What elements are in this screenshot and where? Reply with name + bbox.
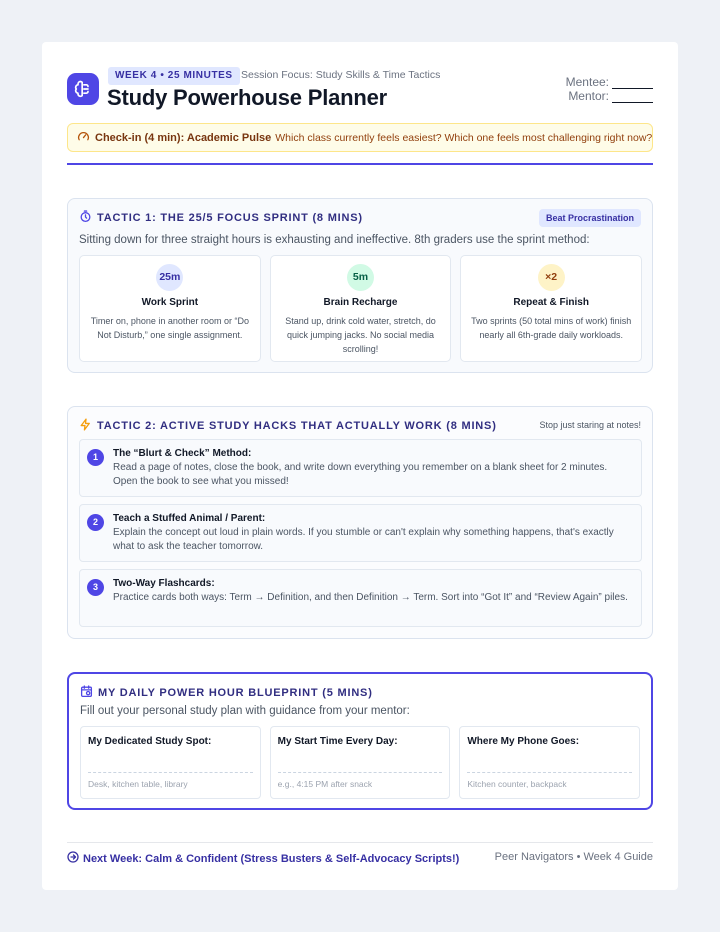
card-title: Repeat & Finish <box>513 297 589 308</box>
mentor-label: Mentor: <box>568 89 609 103</box>
planner-page <box>42 42 678 890</box>
field-label: My Dedicated Study Spot: <box>88 736 212 747</box>
card-text: Stand up, drink cold water, stretch, do quick jumping jacks. No social media scrolling! <box>285 316 436 354</box>
hack-item <box>79 504 642 562</box>
card-text: Timer on, phone in another room or “Do Not Disturb,” one single assignment. <box>90 316 249 340</box>
field-label: Where My Phone Goes: <box>467 736 580 747</box>
field-line <box>88 772 253 773</box>
hack-item <box>79 439 642 497</box>
footer-divider <box>67 842 653 843</box>
study-spot-field[interactable] <box>80 726 261 799</box>
page-title: Study Powerhouse Planner <box>107 85 388 110</box>
session-focus: Session Focus: Study Skills & Time Tactics <box>241 69 441 81</box>
hack-text: Practice cards both ways: Term → Definition, and then Definition → Term. Sort into “Got It” and “Review Again” piles. <box>113 592 628 603</box>
hack-title: Teach a Stuffed Animal / Parent: <box>113 513 266 524</box>
arrow-circle-icon <box>67 851 83 866</box>
card-badge: ×2 <box>538 264 565 291</box>
next-week-link[interactable] <box>67 851 459 866</box>
card-badge: 5m <box>347 264 374 291</box>
next-week-text: Next Week: Calm & Confident (Stress Busters & Self-Advocacy Scripts!) <box>83 852 460 865</box>
checkin-banner <box>67 123 653 152</box>
tactic1-section <box>67 198 653 373</box>
card-text: Two sprints (50 total mins of work) finish nearly all 6th-grade daily workloads. <box>471 316 632 340</box>
hack-title: Two-Way Flashcards: <box>113 578 215 589</box>
field-line <box>278 772 443 773</box>
brain-icon <box>67 73 99 105</box>
blueprint-section <box>67 672 653 810</box>
field-label: My Start Time Every Day: <box>277 736 398 747</box>
blueprint-fields <box>80 726 640 799</box>
hack-number: 2 <box>87 514 104 531</box>
checkin-label: Check-in (4 min): Academic Pulse <box>95 131 272 144</box>
tactic1-heading: TACTIC 1: THE 25/5 FOCUS SPRINT (8 MINS) <box>97 212 363 224</box>
mentee-line[interactable] <box>612 79 653 89</box>
start-time-field[interactable] <box>270 726 451 799</box>
calendar-clock-icon <box>80 685 98 701</box>
hack-text: Explain the concept out loud in plain words. If you stumble or can't explain why something happens, that's exactly what to ask the teacher tomorrow. <box>113 527 614 552</box>
gauge-icon <box>77 130 90 146</box>
tactic2-heading: TACTIC 2: ACTIVE STUDY HACKS THAT ACTUALLY WORK (8 MINS) <box>97 420 497 432</box>
lightning-icon <box>79 418 97 434</box>
stopwatch-icon <box>79 210 97 226</box>
field-placeholder: Desk, kitchen table, library <box>88 779 188 789</box>
week-badge: WEEK 4 • 25 MINUTES <box>108 67 240 85</box>
blueprint-header <box>80 685 373 701</box>
field-line <box>467 772 632 773</box>
header-divider <box>67 163 653 165</box>
hack-item <box>79 569 642 627</box>
sprint-card <box>79 255 261 362</box>
sprint-cards <box>79 255 642 362</box>
card-title: Brain Recharge <box>323 297 398 308</box>
hack-number: 1 <box>87 449 104 466</box>
tactic1-header <box>79 210 363 226</box>
mentee-signature <box>566 75 653 89</box>
hack-number: 3 <box>87 579 104 596</box>
field-placeholder: Kitchen counter, backpack <box>467 779 567 789</box>
tactic2-tag: Stop just staring at notes! <box>539 420 641 430</box>
tactic2-header <box>79 418 497 434</box>
field-placeholder: e.g., 4:15 PM after snack <box>277 779 373 789</box>
card-title: Work Sprint <box>141 297 199 308</box>
sprint-card <box>460 255 642 362</box>
phone-location-field[interactable] <box>459 726 640 799</box>
blueprint-intro: Fill out your personal study plan with guidance from your mentor: <box>80 705 410 717</box>
tactic1-intro: Sitting down for three straight hours is exhausting and ineffective. 8th graders use the sprint method: <box>79 234 590 246</box>
sprint-card <box>270 255 452 362</box>
tactic1-tag: Beat Procrastination <box>539 209 641 227</box>
checkin-text: Which class currently feels easiest? Which one feels most challenging right now? <box>275 131 653 144</box>
hack-text: Read a page of notes, close the book, and write down everything you remember on a blank sheet for 2 minutes. Open the book to see what you missed! <box>113 462 608 487</box>
tactic2-section <box>67 406 653 639</box>
footer-credit: Peer Navigators • Week 4 Guide <box>494 851 653 863</box>
blueprint-heading: MY DAILY POWER HOUR BLUEPRINT (5 MINS) <box>98 687 373 699</box>
card-badge: 25m <box>156 264 183 291</box>
mentor-signature <box>568 89 653 103</box>
mentee-label: Mentee: <box>565 75 609 89</box>
mentor-line[interactable] <box>612 93 653 103</box>
hack-title: The “Blurt & Check” Method: <box>113 448 252 459</box>
